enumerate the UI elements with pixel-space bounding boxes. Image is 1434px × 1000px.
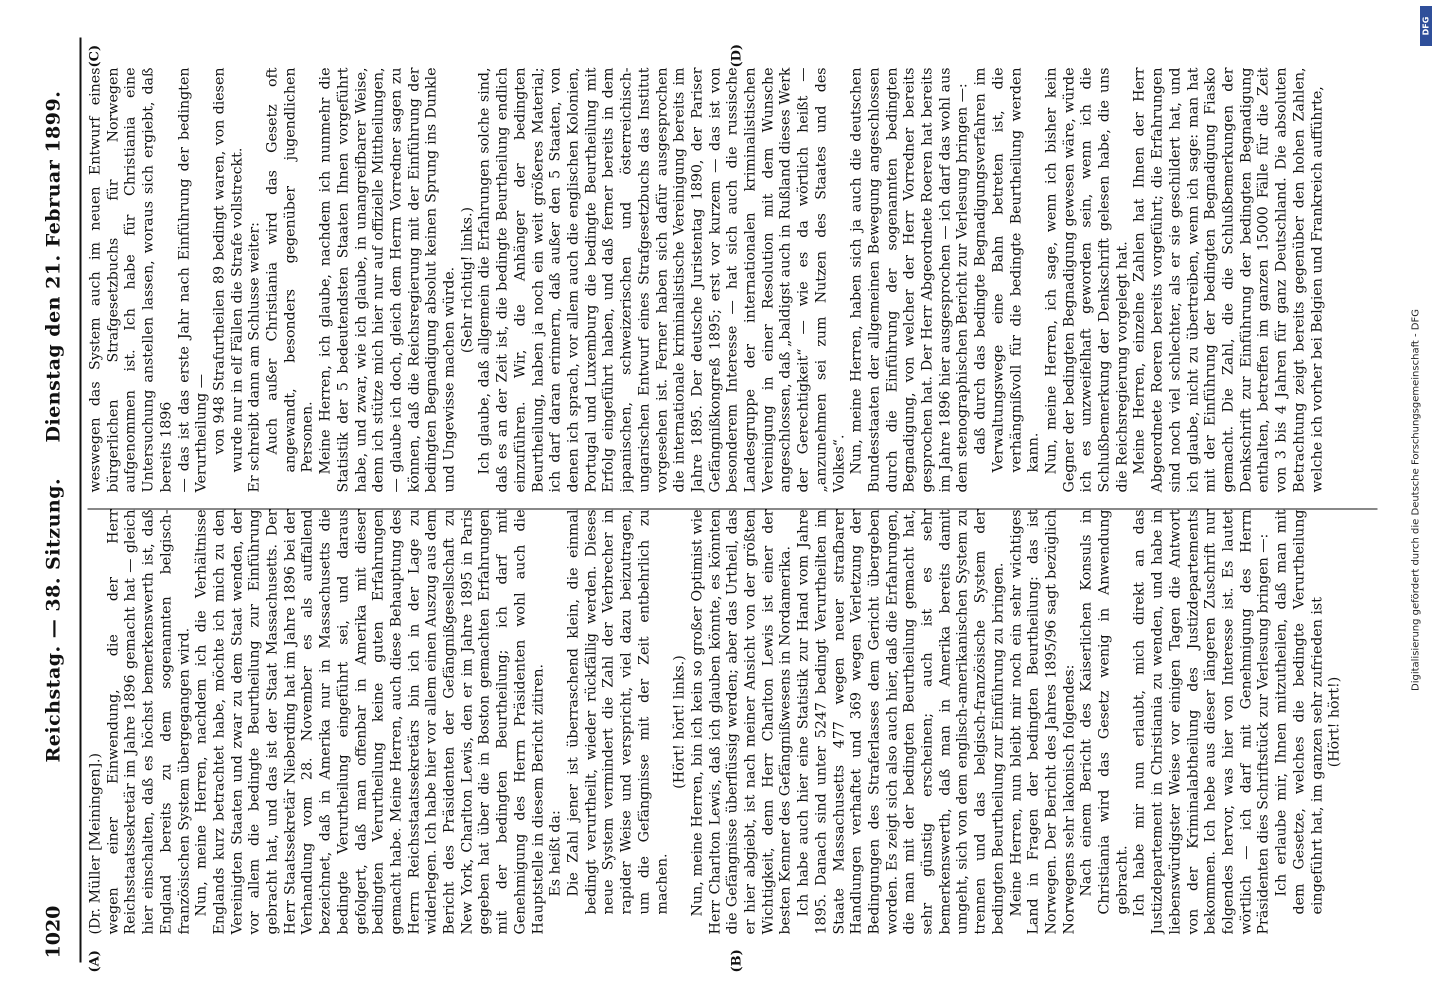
speaker-line: (Dr. Müller [Meiningen].) bbox=[87, 752, 104, 935]
interjection: (Hört! hört!) bbox=[1326, 676, 1343, 768]
paragraph: wegen einer Einwendung, die der Herr Reichsstaatssekretär im Jahre 1896 gemacht hat — gleich hier einschalten, daß es höchst bemerkenswerth ist, daß England bereits zu dem sogenannten belgisch-französischen System übergegangen wird. bbox=[105, 509, 193, 935]
paragraph: Meine Herren, nun bleibt mir noch ein sehr wichtiges Land in Fragen der bedingten Beurtheilung: das ist Norwegen. Der Bericht des Jahres 1895/96 sagt bezüglich Norwegens sehr lakonisch folgendes: bbox=[1008, 509, 1078, 935]
paragraph: Nun, meine Herren, ich sage, wenn ich bisher kein Gegner der bedingten Begnadigung gewesen wäre, würde ich es unzweifelhaft geworden sein, wenn ich die Schlußbemerkung der Denkschrift gelesen habe, die uns die Reichsregierung vorgelegt hat. bbox=[1043, 67, 1131, 493]
margin-marker-b: (B) bbox=[729, 949, 745, 973]
dfg-logo bbox=[1420, 6, 1432, 46]
paragraph: Ich habe auch hier eine Statistik zur Hand vom Jahre 1895. Danach sind unter 5247 bedingt Verurtheilten im Staate Massachusetts 477 wegen neuer strafbarer Handlungen verhaftet und 369 wegen Verletzung der Bedingungen des Straferlasses dem Gericht übergeben worden. Es zeigt sich also auch hier, daß die Erfahrungen, die man mit der bedingten Beurtheilung gemacht hat, sehr günstig erscheinen; auch ist es sehr bemerkenswerth, daß man in Amerika bereits damit umgeht, sich von dem englisch-amerikanischen System zu trennen und das belgisch-französische System der bedingten Beurtheilung zur Einführung zu bringen. bbox=[795, 509, 1007, 935]
paragraph: Nun, meine Herren, nachdem ich die Verhältnisse Englands kurz betrachtet habe, möchte ich mich zu den Vereinigten Staaten und zwar zu dem Staat wenden, der vor allem die bedingte Beurtheilung zur Einführung gebracht hat, und das ist der Staat Massachusetts. Der Herr Staatssekretär Nieberding hat im Jahre 1896 bei der Verhandlung vom 28. November es als auffallend bezeichnet, daß in Amerika nur in Massachusetts die bedingte Verurtheilung eingeführt sei, und daraus gefolgert, daß man offenbar in Amerika mit dieser bedingten Verurtheilung keine guten Erfahrungen gemacht habe. Meine Herren, auch diese Behauptung des Herrn Reichsstaatssekretärs bin ich in der Lage zu widerlegen. Ich habe hier vor allem einen Auszug aus dem Bericht des Präsidenten der Gefängnißgesellschaft zu New York, Charlton Lewis, den er im Jahre 1895 in Paris gegeben hat über die in Boston gemachten Erfahrungen mit der bedingten Beurtheilung; ich darf mit Genehmigung des Herrn Präsidenten wohl auch die Hauptstelle in diesem Bericht zitiren. bbox=[193, 509, 547, 935]
column-divider bbox=[88, 509, 1378, 510]
header-right-title: Dienstag den 21. Februar 1899. bbox=[42, 90, 65, 443]
dfg-logo-text: DFG bbox=[1421, 16, 1431, 36]
header-left-title: Reichstag. — 38. Sitzung. bbox=[42, 477, 65, 763]
newspaper-page bbox=[30, 28, 1405, 973]
quoted-paragraph: Die Zahl jener ist überraschend klein, die einmal bedingt verurtheilt, wieder rückfällig werden. Dieses neue System vermindert die Zahl der Verbrecher in rapider Weise und verspricht, viel dazu beizutragen, um die Gefängnisse mit der Zeit entbehrlich zu machen. bbox=[565, 509, 670, 915]
paragraph: Meine Herren, einzelne Zahlen hat Ihnen der Herr Abgeordnete Roeren bereits vorgeführt; die Erfahrungen sind noch viel schlechter, als er sie geschildert hat, und ich glaube, nicht zu übertreiben, wenn ich sage: man hat mit der Einführung der bedingten Begnadigung Fiasko gemacht. Die Zahl, die die Schlußbemerkungen der Denkschrift zur Einführung der bedingten Begnadigung enthalten, betreffen im ganzen 15000 Fälle für die Zeit von 3 bis 4 Jahren für ganz Deutschland. Die absoluten Betrachtung zeigt bereits gegenüber den hohen Zahlen, welche ich vorher bei Belgien und Frankreich aufführte, bbox=[1131, 67, 1326, 493]
paragraph: Nun, meine Herren, bin ich kein so großer Optimist wie Herr Charlton Lewis, daß ich glauben könnte, es könnten die Gefängnisse überflüssig werden; aber das Urtheil, das er hier abgiebt, ist nach meiner Ansicht von der größten Wichtigkeit, denn Herr Charlton Lewis ist einer der besten Kenner des Gefängnißwesens in Nordamerika. bbox=[689, 509, 794, 935]
paragraph: Er schreibt dann am Schlusse weiter: bbox=[246, 222, 263, 493]
interjection: (Hört! hört! links.) bbox=[671, 655, 688, 789]
paragraph: Meine Herren, ich glaube, nachdem ich nunmehr die Statistik der 5 bedeutendsten Staaten Ihnen vorgeführt habe, und zwar, wie ich glaube, in unangreifbarer Weise, denn ich stütze mich hier nur auf offizielle Mittheilungen, — glaube ich doch, gleich dem Herrn Vorredner sagen zu können, daß die Reichsregierung mit der Einführung der bedingten Begnadigung absolut keinen Sprung ins Dunkle und Ungewisse machen würde. bbox=[317, 67, 458, 493]
paragraph: Ich glaube, daß allgemein die Erfahrungen solche sind, daß es an der Zeit ist, die bedingte Beurtheilung endlich einzuführen. Wir, die Anhänger der bedingten Beurtheilung, haben ja noch ein weit größeres Material; ich darf daran erinnern, daß außer den 5 Staaten, von denen ich sprach, vor allem auch die englischen Kolonien, Portugal und Luxemburg die bedingte Beurtheilung mit Erfolg eingeführt haben, und daß ferner bereits in dem japanischen, schweizerischen und österreichisch-ungarischen Entwurf eines Strafgesetzbuchs das Institut vorgesehen ist. Ferner haben sich dafür ausgesprochen die internationale kriminalistische Vereinigung bereits im Jahre 1895. Der deutsche Juristentag 1890, der Pariser Gefängnißkongreß 1895; erst vor kurzem — das ist von besonderem Interesse — hat sich auch die russische Landesgruppe der internationalen kriminalistischen Vereinigung in einer Resolution mit dem Wunsche angeschlossen, daß „baldigst auch in Rußland dieses Werk der Gerechtigkeit“ — wie es da wörtlich heißt — „anzunehmen sei zum Nutzen des Staates und des Volkes“. bbox=[476, 67, 848, 493]
paragraph: weswegen das System auch im neuen Entwurf eines bürgerlichen Strafgesetzbuchs für Norwegen aufgenommen ist. Ich habe für Christiania eine Untersuchung anstellen lassen, woraus sich ergiebt, daß bereits 1896 bbox=[87, 67, 175, 493]
left-text-column bbox=[88, 510, 1378, 935]
right-text-column bbox=[88, 68, 1378, 493]
paragraph: Ich habe mir nun erlaubt, mich direkt an das Justizdepartement in Christiania zu wenden, und habe in liebenswürdigster Weise vor einigen Tagen die Antwort von der Kriminalabtheilung des Justizdepartements bekommen. Ich hebe aus dieser längeren Zuschrift nur folgendes hervor, was hier von Interesse ist. Es lautet wörtlich — ich darf mit Genehmigung des Herrn Präsidenten dies Schriftstück zur Verlesung bringen —: bbox=[1131, 509, 1272, 935]
paragraph: — das ist das erste Jahr nach Einführung der bedingten Verurtheilung — bbox=[176, 67, 210, 493]
digitization-note: Digitalisierung gefördert durch die Deutsche Forschungsgemeinschaft - DFG bbox=[1410, 308, 1422, 692]
quoted-paragraph: von 948 Strafurtheilen 89 bedingt waren, von diesen wurde nur in elf Fällen die Strafe vollstreckt. bbox=[211, 67, 246, 473]
margin-marker-d: (D) bbox=[729, 43, 745, 68]
quoted-paragraph: daß durch das bedingte Begnadigungsverfahren im Verwaltungswege eine Bahn betreten ist, die verhängnißvoll für die bedingte Beurtheilung werden kann. bbox=[972, 67, 1042, 473]
interjection: (Sehr richtig! links.) bbox=[459, 206, 476, 354]
margin-marker-a: (A) bbox=[87, 950, 103, 973]
page-number: 1020 bbox=[42, 905, 65, 959]
margin-marker-c: (C) bbox=[87, 44, 103, 68]
page-header bbox=[30, 38, 82, 963]
paragraph: Nun, meine Herren, haben sich ja auch die deutschen Bundesstaaten der allgemeinen Bewegung angeschlossen durch die Einführung der sogenannten bedingten Begnadigung, von welcher der Herr Vorredner bereits gesprochen hat. Der Herr Abgeordnete Roeren hat bereits im Jahre 1896 hier ausgesprochen — ich darf das wohl aus dem stenographischen Bericht zur Verlesung bringen —: bbox=[848, 67, 971, 493]
quoted-paragraph: Ich erlaube mir, Ihnen mitzutheilen, daß man mit dem Gesetze, welches die bedingte Verurtheilung eingeführt hat, im ganzen sehr zufrieden ist bbox=[1273, 509, 1326, 915]
quoted-paragraph: Nach einem Bericht des Kaiserlichen Konsuls in Christiania wird das Gesetz wenig in Anwendung gebracht. bbox=[1078, 509, 1131, 915]
paragraph: Es heißt da: bbox=[547, 810, 564, 897]
quoted-paragraph: Auch außer Christiania wird das Gesetz oft angewandt, besonders gegenüber jugendlichen Personen. bbox=[264, 67, 316, 473]
